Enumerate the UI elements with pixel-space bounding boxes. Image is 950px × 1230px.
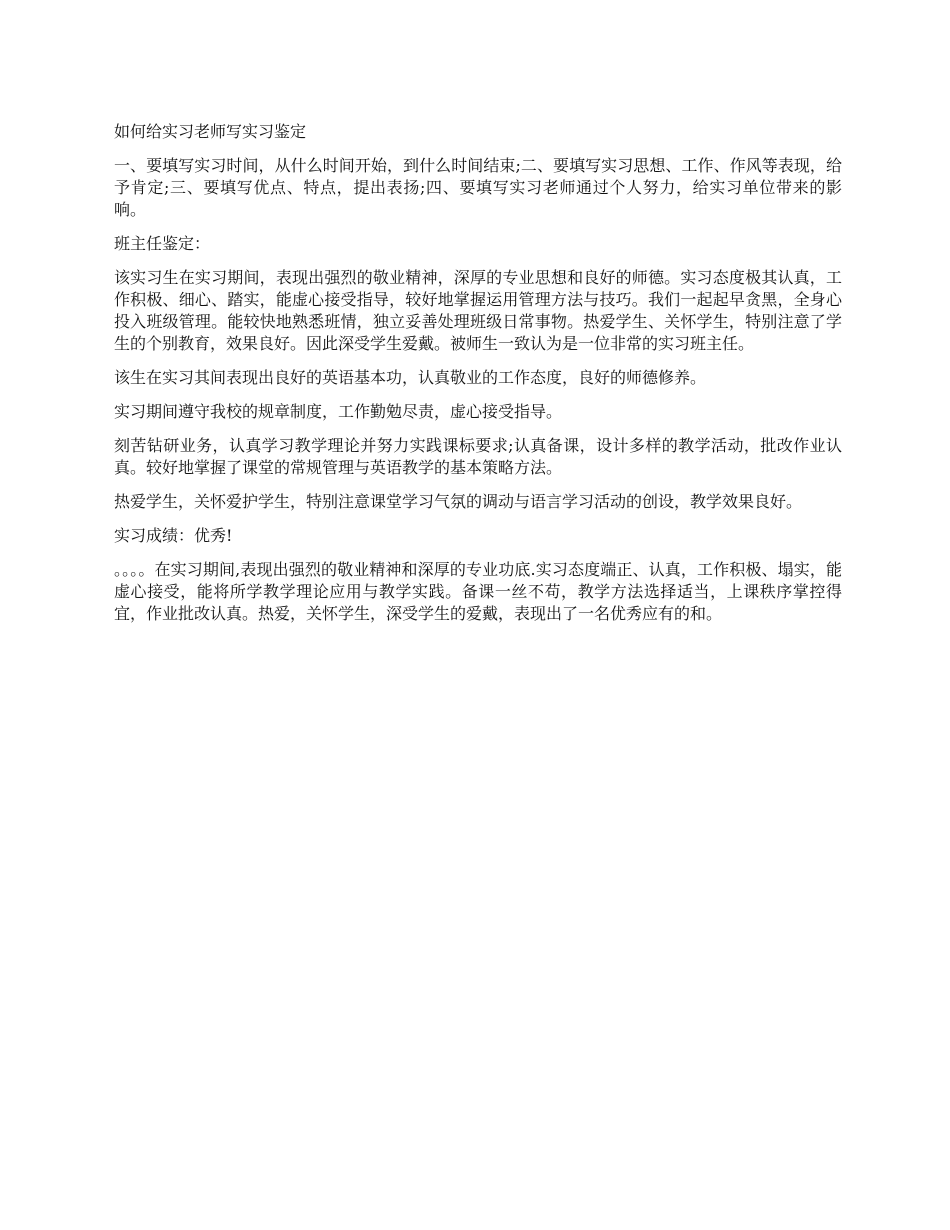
paragraph-care-students: 热爱学生，关怀爱护学生，特别注意课堂学习气氛的调动与语言学习活动的创设，教学效果良好。 <box>114 492 803 511</box>
paragraph-rules: 实习期间遵守我校的规章制度，工作勤勉尽责，虚心接受指导。 <box>114 402 563 421</box>
document-body <box>114 121 842 637</box>
paragraph-teaching-study: 刻苦钻研业务，认真学习教学理论并努力实践课标要求;认真备课，设计多样的教学活动，批改作业认真。较好地掌握了课堂的常规管理与英语教学的基本策略方法。 <box>114 436 842 477</box>
paragraph-instructions: 一、要填写实习时间，从什么时间开始，到什么时间结束;二、要填写实习思想、工作、作风等表现，给予肯定;三、要填写优点、特点，提出表扬;四、要填写实习老师通过个人努力，给实习单位带来的影响。 <box>114 156 842 219</box>
paragraph-grade: 实习成绩：优秀! <box>114 526 233 545</box>
paragraph-english-skills: 该生在实习其间表现出良好的英语基本功，认真敬业的工作态度，良好的师德修养。 <box>114 368 707 387</box>
paragraph-head-teacher-evaluation: 该实习生在实习期间，表现出强烈的敬业精神，深厚的专业思想和良好的师德。实习态度极其认真，工作积极、细心、踏实，能虚心接受指导，较好地掌握运用管理方法与技巧。我们一起起早贪黑，全身心投入班级管理。能较快地熟悉班情，独立妥善处理班级日常事物。热爱学生、关怀学生，特别注意了学生的个别教育，效果良好。因此深受学生爱戴。被师生一致认为是一位非常的实习班主任。 <box>114 268 842 353</box>
document-title: 如何给实习老师写实习鉴定 <box>114 122 307 141</box>
paragraph-summary: 。。。。在实习期间,表现出强烈的敬业精神和深厚的专业功底.实习态度端正、认真，工作积极、塌实，能虚心接受，能将所学教学理论应用与教学实践。备课一丝不苟，教学方法选择适当，上课秩序掌控得宜，作业批改认真。热爱，关怀学生，深受学生的爱戴，表现出了一名优秀应有的和。 <box>114 560 842 623</box>
paragraph-section-heading: 班主任鉴定： <box>114 234 211 253</box>
